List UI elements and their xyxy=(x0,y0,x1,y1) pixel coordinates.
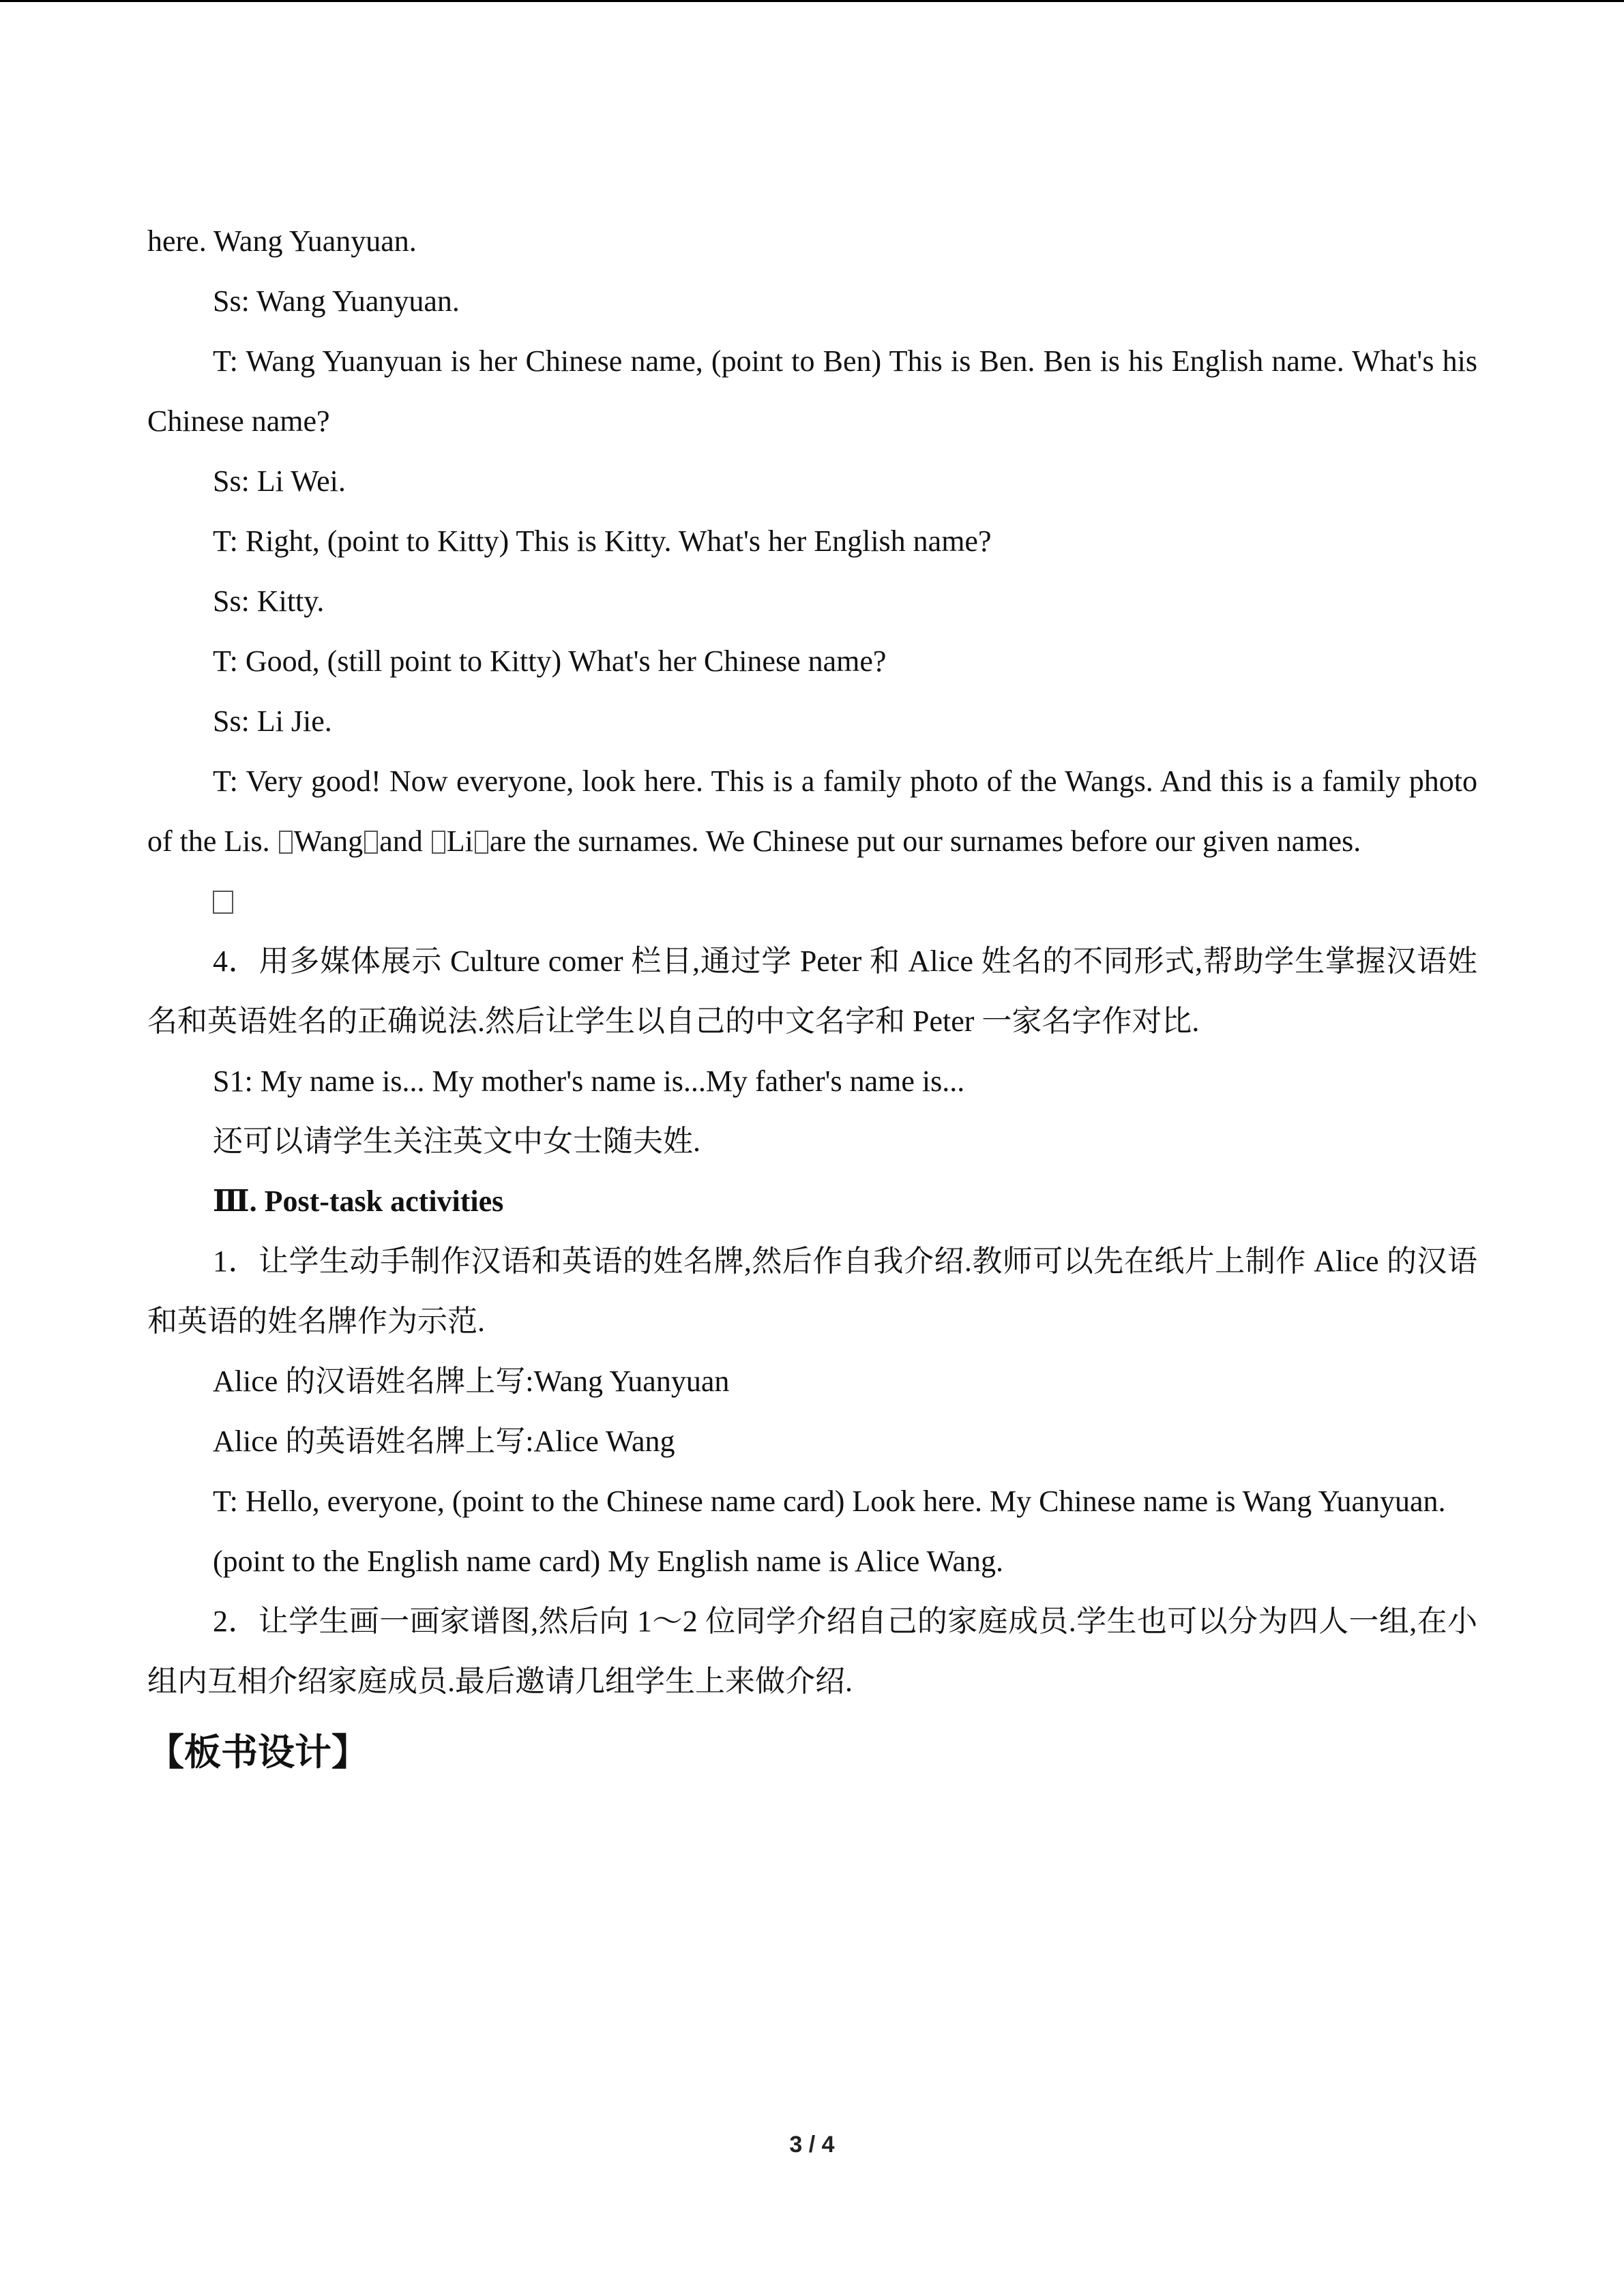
text-segment: T: Very good! Now everyone, look here. This is a family photo of the Wangs. And this is a family photo of the Lis. xyxy=(147,764,1477,858)
subsection-heading: Ⅲ. Post-task activities xyxy=(213,1184,504,1218)
dialogue-line: S1: My name is... My mother's name is...My father's name is... xyxy=(213,1064,965,1098)
document-body xyxy=(147,211,1477,1787)
example-line: Alice 的英语姓名牌上写:Alice Wang xyxy=(213,1425,675,1458)
text-segment: and xyxy=(379,824,430,858)
missing-glyph-box xyxy=(364,831,378,854)
top-border-rule xyxy=(0,0,1624,2)
example-line: Alice 的汉语姓名牌上写:Wang Yuanyuan xyxy=(213,1365,730,1398)
instruction-paragraph: 4．用多媒体展示 Culture comer 栏目,通过学 Peter 和 Alice 姓名的不同形式,帮助学生掌握汉语姓名和英语姓名的正确说法.然后让学生以自己的中文名字和 Peter 一家名字作对比. xyxy=(147,944,1477,1038)
text-segment: are the surnames. We Chinese put our surnames before our given names. xyxy=(489,824,1361,858)
missing-glyph-box xyxy=(213,891,233,914)
dialogue-line: T: Right, (point to Kitty) This is Kitty. What's her English name? xyxy=(213,524,992,558)
dialogue-line: Ss: Wang Yuanyuan. xyxy=(213,284,460,318)
dialogue-line: T: Hello, everyone, (point to the Chinese name card) Look here. My Chinese name is Wang Yuanyuan. xyxy=(213,1485,1446,1518)
dialogue-line: T: Wang Yuanyuan is her Chinese name, (point to Ben) This is Ben. Ben is his English name. What's his Chinese name? xyxy=(147,344,1477,438)
missing-glyph-box xyxy=(432,831,445,854)
instruction-line: 还可以请学生关注英文中女士随夫姓. xyxy=(213,1124,700,1158)
section-title: 【板书设计】 xyxy=(147,1731,368,1774)
dialogue-line: Ss: Li Jie. xyxy=(213,704,332,738)
text-segment: Li xyxy=(446,824,473,858)
dialogue-line: Ss: Kitty. xyxy=(213,584,325,618)
page-number: 3 / 4 xyxy=(789,2132,835,2158)
dialogue-line: T: Good, (still point to Kitty) What's her Chinese name? xyxy=(213,644,887,678)
placeholder-line xyxy=(147,871,1477,931)
dialogue-line-surnames xyxy=(147,751,1477,871)
dialogue-line: (point to the English name card) My English name is Alice Wang. xyxy=(213,1545,1003,1578)
paragraph-continuation: here. Wang Yuanyuan. xyxy=(147,224,417,258)
dialogue-line: Ss: Li Wei. xyxy=(213,464,346,498)
missing-glyph-box xyxy=(475,831,488,854)
text-segment: Wang xyxy=(293,824,364,858)
instruction-paragraph: 1．让学生动手制作汉语和英语的姓名牌,然后作自我介绍.教师可以先在纸片上制作 Alice 的汉语和英语的姓名牌作为示范. xyxy=(147,1244,1477,1338)
instruction-paragraph: 2．让学生画一画家谱图,然后向 1～2 位同学介绍自己的家庭成员.学生也可以分为四人一组,在小组内互相介绍家庭成员.最后邀请几组学生上来做介绍. xyxy=(147,1605,1477,1698)
missing-glyph-box xyxy=(279,831,293,854)
